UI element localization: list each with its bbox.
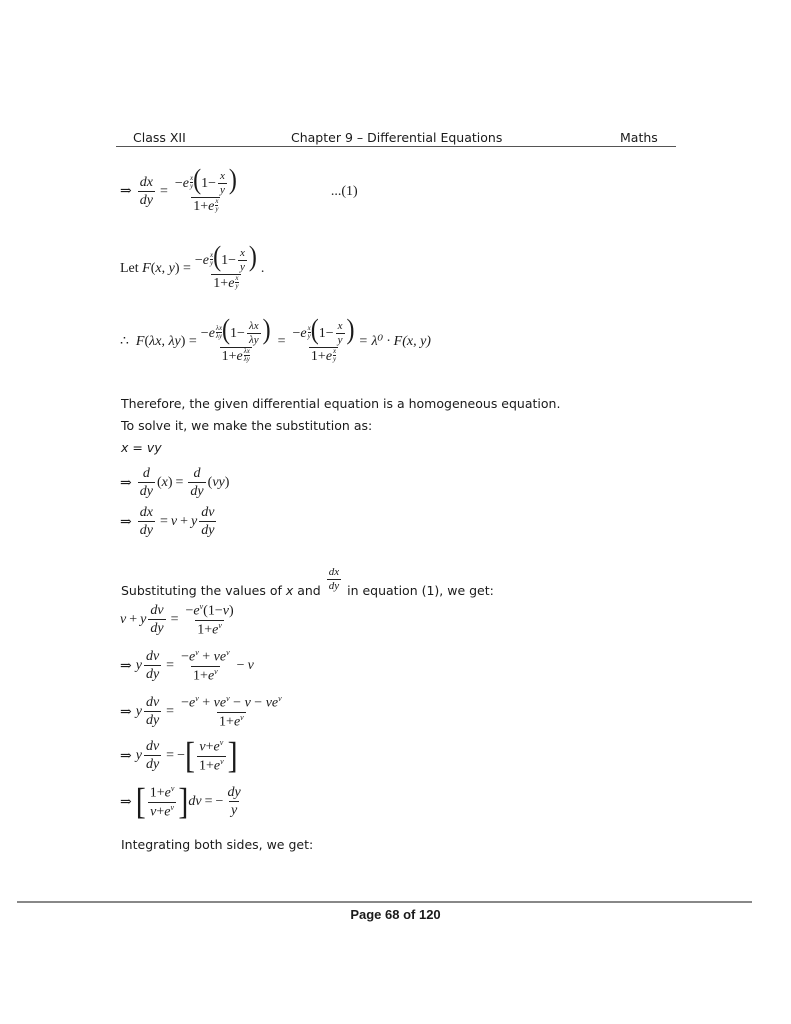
equation-let-f: Let F(x, y) = −e $\frac{x}{y}$ (1− $\frac{x}{y}$ ) 1+e $\frac{x}{y}$ .: [120, 241, 265, 292]
page-number: Page 68 of 120: [350, 907, 441, 922]
substituting-statement: Substituting the values of x and $\frac{dx}{dy}$ in equation (1), we get:: [121, 566, 494, 599]
equation-step-2: ⇒ y $\frac{dv}{dy}$ = $\frac{-e^v + ve^v}{1+e^v}$ − v: [120, 648, 254, 684]
equation-number: ...(1): [330, 183, 358, 199]
substitution-intro: To solve it, we make the substitution as:: [121, 418, 373, 433]
footer-divider: [17, 901, 752, 903]
equation-substituted: v + y $\frac{dv}{dy}$ = $\frac{-e^v(1-v)}{1+e^v}$: [120, 602, 234, 638]
equation-step-4: ⇒ y $\frac{dv}{dy}$ = − [ $\frac{v+e^v}{1+e^v}$ ]: [120, 735, 238, 777]
header-chapter-title: Chapter 9 – Differential Equations: [291, 130, 503, 145]
substitution-expression: x = vy: [121, 440, 162, 455]
equation-derivative: ⇒ $\frac{d}{dy}$ ( x ) = $\frac{d}{dy}$ ( vy ): [120, 466, 230, 500]
equation-separated: ⇒ [ $\frac{1+e^v}{v+e^v}$ ] dv = − $\frac{dy}{y}$: [120, 781, 241, 823]
equation-step-3: ⇒ y $\frac{dv}{dy}$ = $\frac{-e^v + ve^v - v - ve^v}{1+e^v}$: [120, 694, 282, 730]
homogeneous-statement: Therefore, the given differential equation is a homogeneous equation.: [121, 396, 561, 411]
equation-1: ⇒ $\frac{dx}{dy}$ = −e $\frac{x}{y}$ (1− $\frac{x}{y}$ ) 1+e $\frac{x}{y}$ ...(1): [120, 164, 358, 215]
equation-homogeneity-check: ∴ F(λx, λy) = −e $\frac{\lambda x}{\lambda y}$ (1− $\frac{\lambda x}{\lambda y}$ ) 1+e $\frac{\lambda x}{\lambda y}$ = −e $\frac{x}{y}$ (1− $\frac{x}{y}$ ) 1+e $\frac{x}{y}$ = λ⁰ · F(x, y): [120, 314, 431, 365]
header-class: Class XII: [133, 130, 186, 145]
equation-dxdy: ⇒ $\frac{dx}{dy}$ = v + y $\frac{dv}{dy}$: [120, 505, 215, 539]
header-divider: [116, 146, 676, 147]
header-subject: Maths: [620, 130, 658, 145]
integrating-statement: Integrating both sides, we get:: [121, 837, 314, 852]
